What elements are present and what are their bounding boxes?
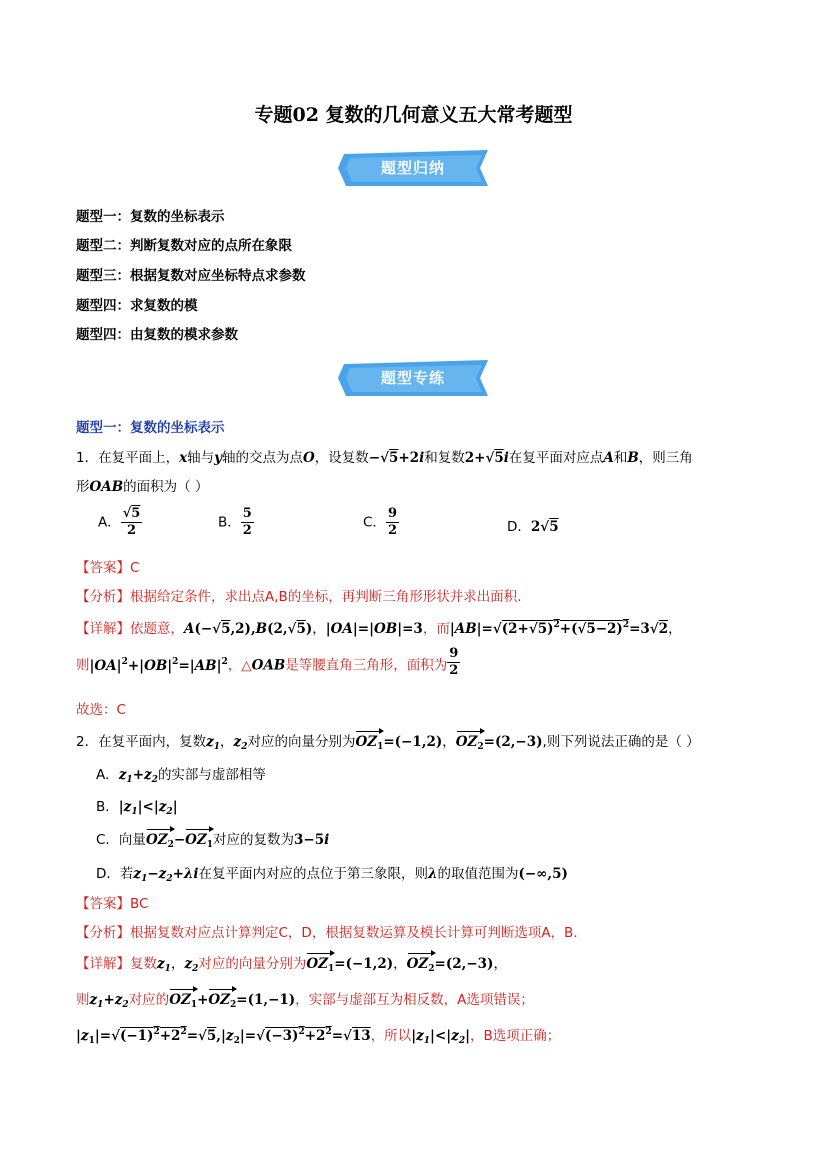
q2-analysis-label: 【分析】 [76,925,130,941]
q1-text-g: 和 [613,450,628,466]
q1-option-d-label: D． [507,519,531,535]
q2-analysis [76,921,578,941]
q2-detail-line3: $|z_1|=√(-1)^2+2^2=√5,|z_2|=√(-3)^2+2^2=√13$，所以$|z_1|<|z_2|$，B选项正确； [76,1027,561,1046]
type-item-5: 题型四：由复数的模求参数 [76,327,238,343]
q1-text-c: 轴的交点为点 [222,450,304,466]
q1-text-b: 轴与 [187,450,215,466]
q1-detail-text-b: ，而 [422,621,450,637]
type-item-1: 题型一：复数的坐标表示 [76,209,225,225]
q1-option-b-label: B． [218,514,241,531]
q1-analysis-text: 根据给定条件，求出点A,B的坐标，再判断三角形形状并求出面积. [130,589,522,605]
q1-text-d: ，设复数 [314,450,369,466]
q2-line1: 2．在复平面内，复数$z_1$，$z_2$对应的向量分别为$OZ_1=(-1,2)$，$OZ_2=(2,-3)$,则下列说法正确的是（ ） [76,734,700,752]
section-heading-1: 题型一：复数的坐标表示 [76,420,225,436]
q2-detail-line1: 【详解】复数$z_1$，$z_2$对应的向量分别为$OZ_1=(-1,2)$，$OZ_2=(2,-3)$， [76,956,507,974]
q2-detail-label: 【详解】 [76,956,130,972]
q2-detail-text-c: 则 [76,992,90,1008]
q1-text-j: 的面积为（ ） [123,479,209,495]
q2-text-a: 2．在复平面内，复数 [76,734,207,750]
q1-detail-label: 【详解】 [76,621,130,637]
banner-summary [338,148,488,188]
q2-answer-value: BC [130,896,149,912]
q2-text-b: ， [220,734,234,750]
q2-answer [76,892,148,912]
q1-conclusion: 故选：C [76,702,126,718]
q2-option-d[interactable]: D．若$z_1-z_2+\lambda i$在复平面内对应的点位于第三象限，则λ的取值范围为(−∞,5) [96,866,568,884]
q1-line2: 形OAB的面积为（ ） [76,479,209,495]
type-item-2: 题型二：判断复数对应的点所在象限 [76,238,292,254]
q1-analysis-label: 【分析】 [76,589,130,605]
q1-text-e: 和复数 [424,450,465,466]
q2-answer-label: 【答案】 [76,896,130,912]
q2-option-c-text: 对应的复数为 [213,832,295,848]
q2-detail-text-a: 复数 [130,956,157,972]
q1-detail-text-c: 则 [76,657,90,674]
q2-text-c: 对应的向量分别为 [247,734,356,750]
q1-detail-line2: 则$|OA|^2+|OB|^2=|AB|^2$，△OAB是等腰直角三角形，面积为 $\frac{9}{2}$ [76,646,459,678]
q1-detail-line1: 【详解】依题意，A(−√5,2),B(2,√5)，|OA|=|OB|=3，而$|AB|=√(2+√5)^2+(√5-2)^2=3√2$， [76,620,682,637]
q1-option-a-label: A． [98,514,121,531]
q1-text-i: 形 [76,479,90,495]
q2-analysis-text: 根据复数对应点计算判定C，D，根据复数运算及模长计算可判断选项A，B. [130,925,578,941]
q1-option-a[interactable]: A． $\frac{√5}{2}$ [98,506,141,538]
q2-option-c[interactable]: C．向量$OZ_2-OZ_1$对应的复数为3−5i [96,832,330,850]
q1-analysis [76,585,522,605]
q1-detail-text-d: ，△ [227,657,252,674]
q1-option-d[interactable]: D．2√5 [507,519,559,535]
q1-text-a: 1．在复平面上， [76,450,180,466]
q2-detail-line2: 则$z_1+z_2$对应的$OZ_1+OZ_2=(1,-1)$，实部与虚部互为相反数，A选项错误； [76,992,534,1010]
q2-detail-text-e: ，实部与虚部互为相反数，A选项错误； [295,992,534,1008]
q1-answer [76,556,139,576]
q1-line1: 1．在复平面上，x轴与y轴的交点为点O，设复数−√5+2i和复数2+√5i在复平面对应点A和B，则三角 [76,450,693,466]
q2-detail-text-d: 对应的 [128,992,170,1008]
banner-summary-label: 题型归纳 [380,159,445,177]
q1-detail-text-e: 是等腰直角三角形，面积为 [285,657,448,674]
q2-option-d-text: 在复平面内对应的点位于第三象限，则 [198,866,428,882]
q2-option-b[interactable]: B．$|z_1|<|z_2|$ [96,799,178,817]
q2-option-d-label: D．若 [96,866,134,882]
q1-answer-label: 【答案】 [76,560,130,576]
q1-text-h: ，则三角 [638,450,693,466]
type-item-3: 题型三：根据复数对应坐标特点求参数 [76,268,306,284]
banner-practice-label: 题型专练 [380,369,445,387]
q1-option-c-label: C． [363,514,386,531]
banner-practice [338,358,488,398]
q1-option-b[interactable]: B． $\frac{5}{2}$ [218,506,252,538]
q1-text-f: 在复平面对应点 [508,450,604,466]
q1-answer-value: C [130,560,140,576]
q2-option-a-label: A． [96,767,119,783]
q2-detail-text-g: ，B选项正确； [470,1028,561,1044]
q1-detail-text-a: 依题意， [130,621,184,637]
q2-text-d: ,则下列说法正确的是（ ） [542,734,700,750]
q2-detail-text-b: 对应的向量分别为 [198,956,307,972]
type-item-4: 题型四：求复数的模 [76,298,198,314]
page-title: 专题02 复数的几何意义五大常考题型 [254,104,573,126]
q2-option-c-label: C．向量 [96,832,146,848]
q1-option-c[interactable]: C． $\frac{9}{2}$ [363,506,397,538]
q2-option-d-text2: 的取值范围为 [437,866,519,882]
q2-option-a[interactable]: A．$z_1+z_2$的实部与虚部相等 [96,767,266,785]
q2-option-b-label: B． [96,799,119,815]
q2-detail-text-f: ，所以 [370,1028,412,1044]
q2-option-a-text: 的实部与虚部相等 [157,767,266,783]
